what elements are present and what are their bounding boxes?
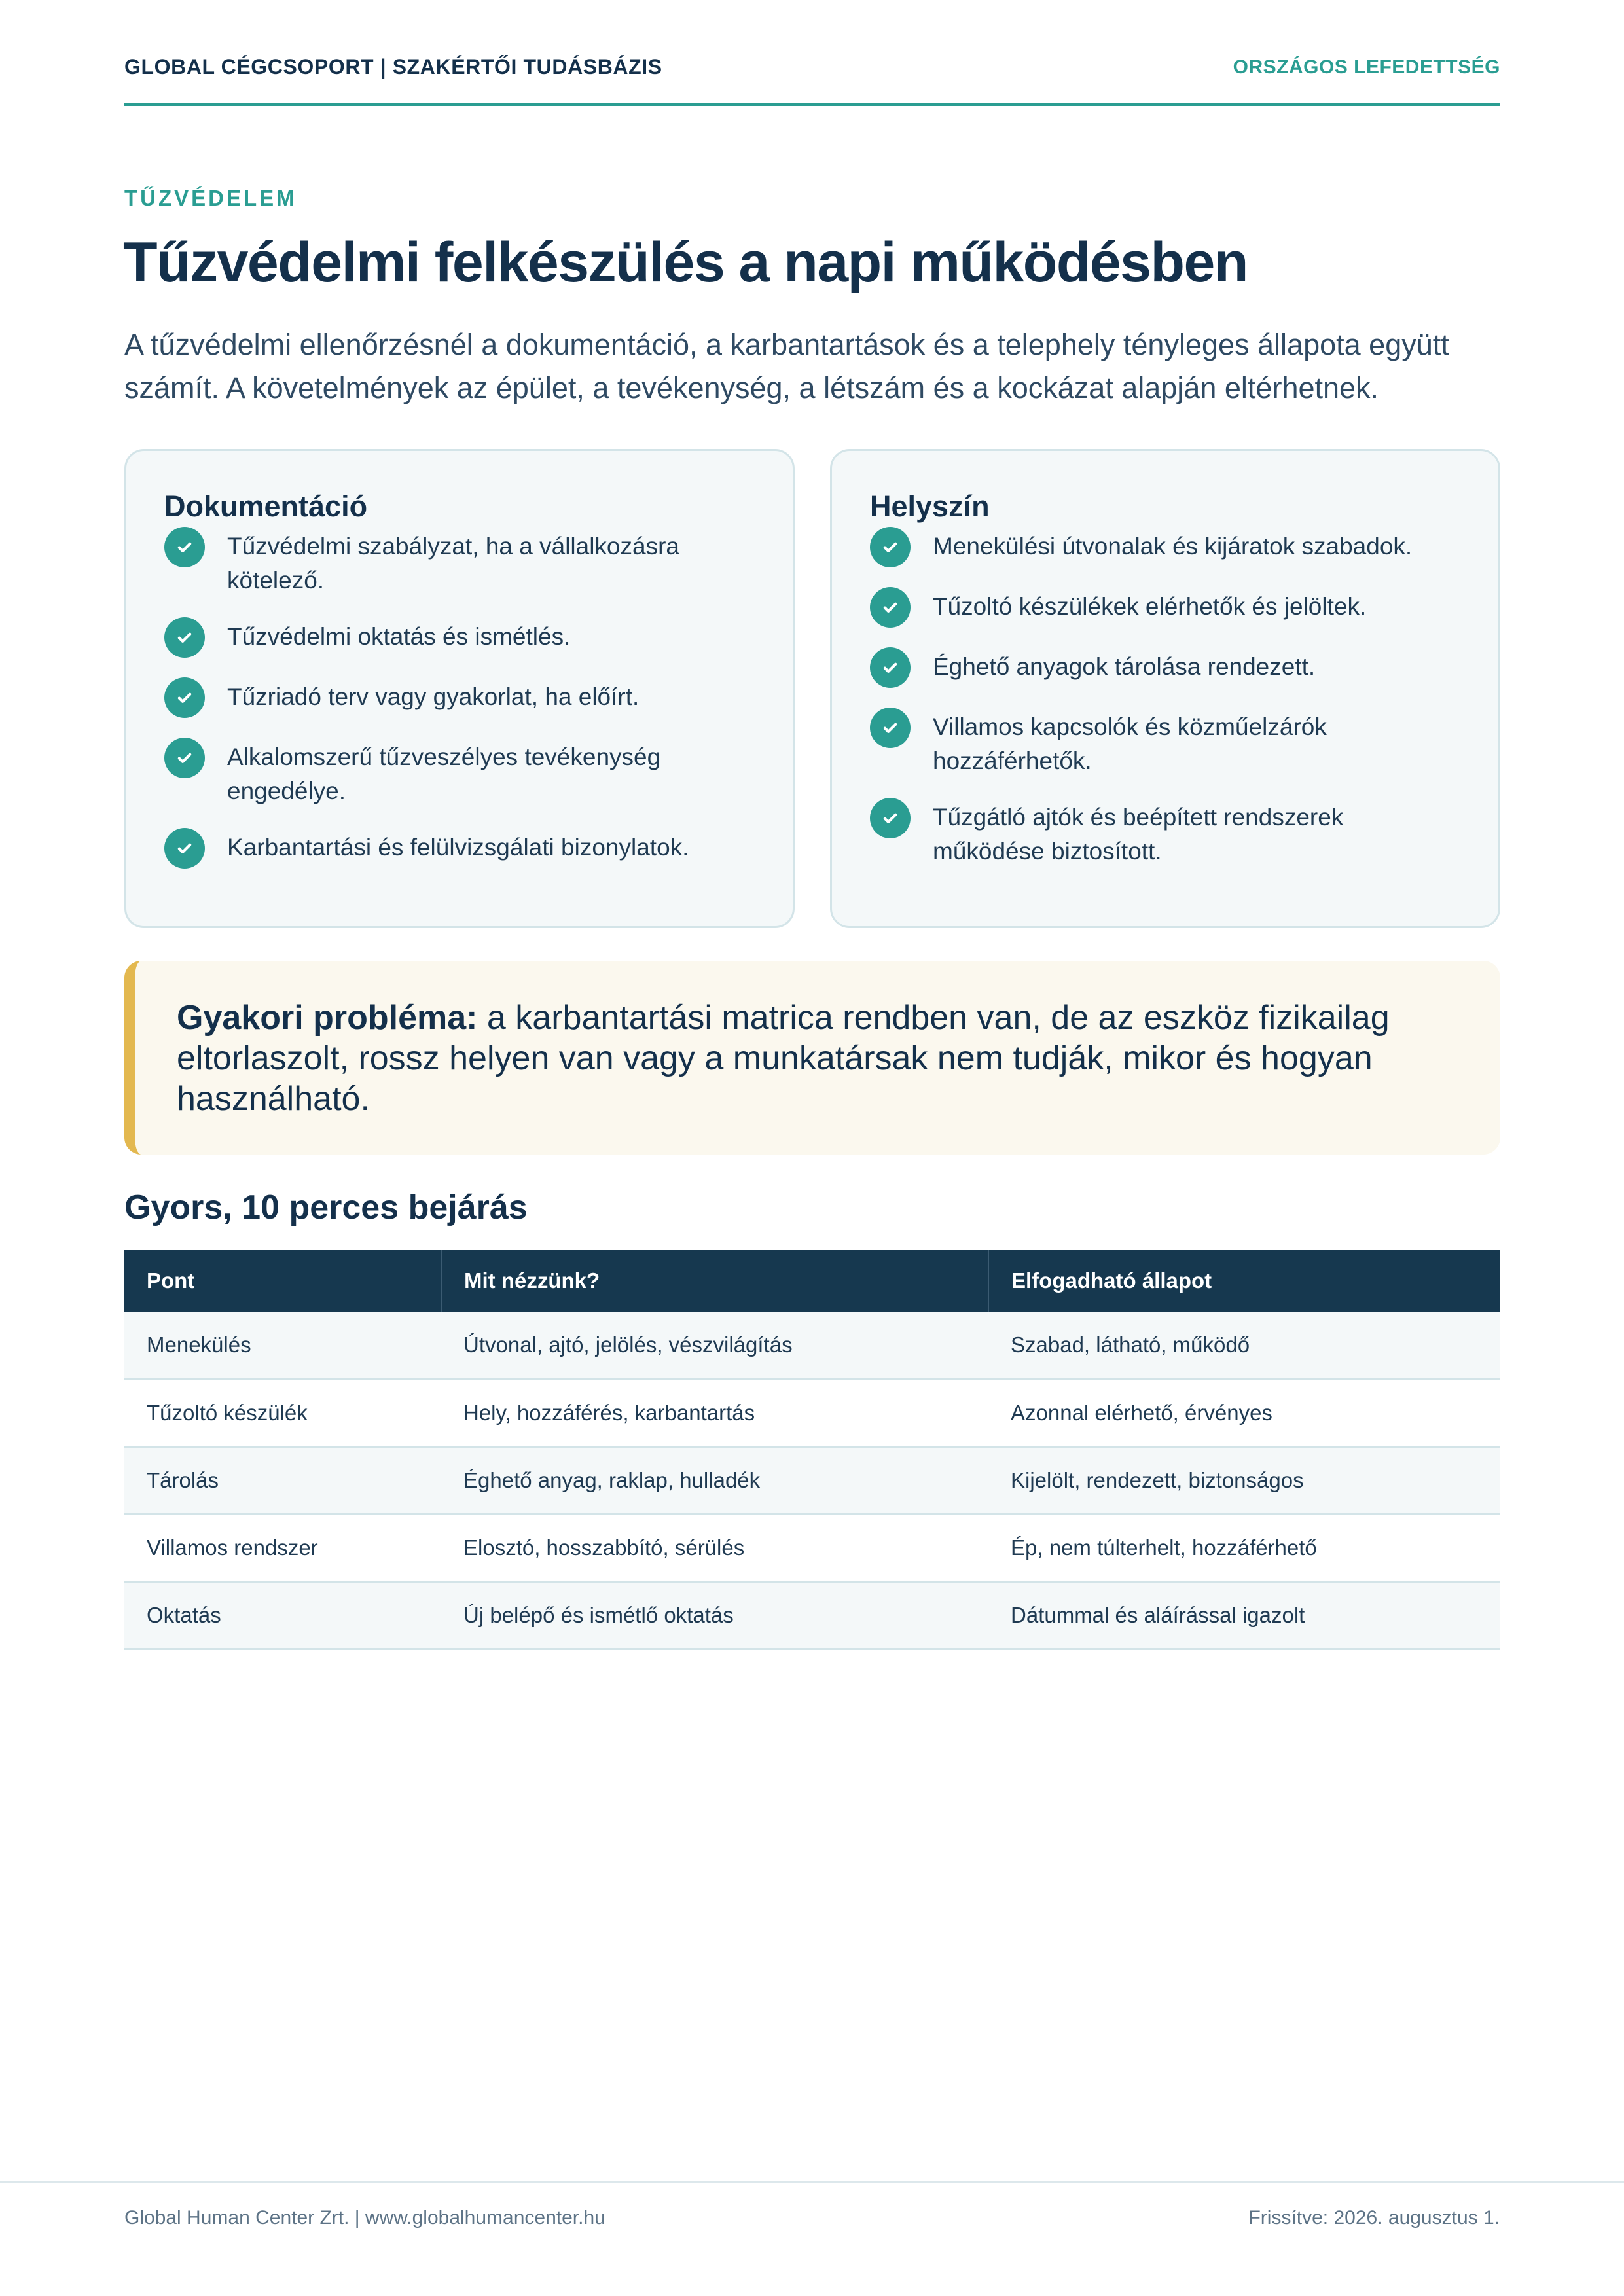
article-category: TŰZVÉDELEM bbox=[124, 186, 297, 210]
documentation-card-title: Dokumentáció bbox=[164, 490, 368, 523]
table-cell: Hely, hozzáférés, karbantartás bbox=[441, 1379, 988, 1446]
table-cell: Tárolás bbox=[124, 1446, 441, 1514]
table-cell: Új belépő és ismétlő oktatás bbox=[441, 1581, 988, 1649]
table-cell: Elosztó, hosszabbító, sérülés bbox=[441, 1514, 988, 1581]
list-item bbox=[870, 590, 1462, 628]
table-row bbox=[124, 1514, 1500, 1581]
list-item-text: Tűzoltó készülékek elérhetők és jelöltek. bbox=[933, 593, 1367, 620]
list-item-text: Villamos kapcsolók és közműelzárók hozzáférhetők. bbox=[933, 713, 1327, 774]
callout-label: Gyakori probléma: bbox=[177, 999, 478, 1037]
table-row bbox=[124, 1379, 1500, 1446]
page-header bbox=[124, 52, 1500, 106]
check-icon bbox=[870, 798, 911, 838]
callout-text: a karbantartási matrica rendben van, de az eszköz fizikailag eltorlaszolt, rossz helyen van vagy a munkatársak nem tudják, mikor és hogyan használható. bbox=[177, 999, 1390, 1118]
list-item bbox=[870, 650, 1462, 688]
list-item bbox=[870, 710, 1462, 778]
check-icon bbox=[164, 617, 205, 658]
list-item bbox=[870, 800, 1462, 869]
list-item bbox=[164, 529, 756, 598]
check-icon bbox=[870, 708, 911, 748]
table-cell: Szabad, látható, működő bbox=[988, 1312, 1500, 1379]
check-icon bbox=[870, 587, 911, 628]
list-item bbox=[164, 680, 756, 718]
table-cell: Oktatás bbox=[124, 1581, 441, 1649]
check-icon bbox=[870, 647, 911, 688]
table-cell: Azonnal elérhető, érvényes bbox=[988, 1379, 1500, 1446]
list-item bbox=[870, 529, 1462, 567]
check-icon bbox=[164, 738, 205, 778]
site-card-title: Helyszín bbox=[870, 490, 990, 523]
table-row bbox=[124, 1312, 1500, 1379]
check-icon bbox=[870, 527, 911, 567]
lead-paragraph: A tűzvédelmi ellenőrzésnél a dokumentáció, a karbantartások és a telephely tényleges állapota együtt számít. A követelmények az épület, a tevékenység, a létszám és a kockázat alapján eltérhetnek. bbox=[124, 328, 1449, 404]
table-row bbox=[124, 1446, 1500, 1514]
common-problem-callout bbox=[124, 961, 1500, 1155]
column-header-point: Pont bbox=[124, 1250, 441, 1312]
footer-company: Global Human Center Zrt. | www.globalhumancenter.hu bbox=[124, 2207, 605, 2229]
table-cell: Éghető anyag, raklap, hulladék bbox=[441, 1446, 988, 1514]
column-header-what: Mit nézzünk? bbox=[441, 1250, 988, 1312]
site-list bbox=[870, 529, 1462, 869]
list-item-text: Tűzgátló ajtók és beépített rendszerek működése biztosított. bbox=[933, 804, 1344, 865]
list-item bbox=[164, 620, 756, 658]
list-item-text: Alkalomszerű tűzveszélyes tevékenység engedélye. bbox=[227, 744, 661, 804]
walkthrough-table bbox=[124, 1250, 1500, 1650]
page-title: Tűzvédelmi felkészülés a napi működésben bbox=[123, 231, 1248, 294]
list-item-text: Tűzvédelmi oktatás és ismétlés. bbox=[227, 623, 571, 650]
list-item-text: Menekülési útvonalak és kijáratok szabadok. bbox=[933, 533, 1413, 560]
table-cell: Ép, nem túlterhelt, hozzáférhető bbox=[988, 1514, 1500, 1581]
list-item-text: Tűzvédelmi szabályzat, ha a vállalkozásra kötelező. bbox=[227, 533, 679, 594]
table-row bbox=[124, 1581, 1500, 1649]
list-item bbox=[164, 831, 756, 869]
footer-updated: Frissítve: 2026. augusztus 1. bbox=[1248, 2207, 1500, 2229]
walkthrough-title: Gyors, 10 perces bejárás bbox=[124, 1189, 528, 1227]
coverage-label: ORSZÁGOS LEFEDETTSÉG bbox=[1233, 56, 1500, 78]
table-cell: Dátummal és aláírással igazolt bbox=[988, 1581, 1500, 1649]
check-icon bbox=[164, 677, 205, 718]
list-item-text: Karbantartási és felülvizsgálati bizonylatok. bbox=[227, 834, 689, 861]
table-cell: Útvonal, ajtó, jelölés, vészvilágítás bbox=[441, 1312, 988, 1379]
brand-title: GLOBAL CÉGCSOPORT | SZAKÉRTŐI TUDÁSBÁZIS bbox=[124, 55, 662, 79]
documentation-card bbox=[124, 449, 795, 928]
documentation-list bbox=[164, 529, 756, 869]
table-header-row bbox=[124, 1250, 1500, 1312]
table-cell: Villamos rendszer bbox=[124, 1514, 441, 1581]
column-header-acceptable: Elfogadható állapot bbox=[988, 1250, 1500, 1312]
list-item-text: Éghető anyagok tárolása rendezett. bbox=[933, 653, 1316, 680]
check-icon bbox=[164, 527, 205, 567]
table-cell: Menekülés bbox=[124, 1312, 441, 1379]
site-card bbox=[830, 449, 1500, 928]
table-cell: Tűzoltó készülék bbox=[124, 1379, 441, 1446]
table-cell: Kijelölt, rendezett, biztonságos bbox=[988, 1446, 1500, 1514]
check-icon bbox=[164, 828, 205, 869]
list-item bbox=[164, 740, 756, 808]
list-item-text: Tűzriadó terv vagy gyakorlat, ha előírt. bbox=[227, 683, 640, 710]
footer-divider bbox=[0, 2181, 1624, 2183]
